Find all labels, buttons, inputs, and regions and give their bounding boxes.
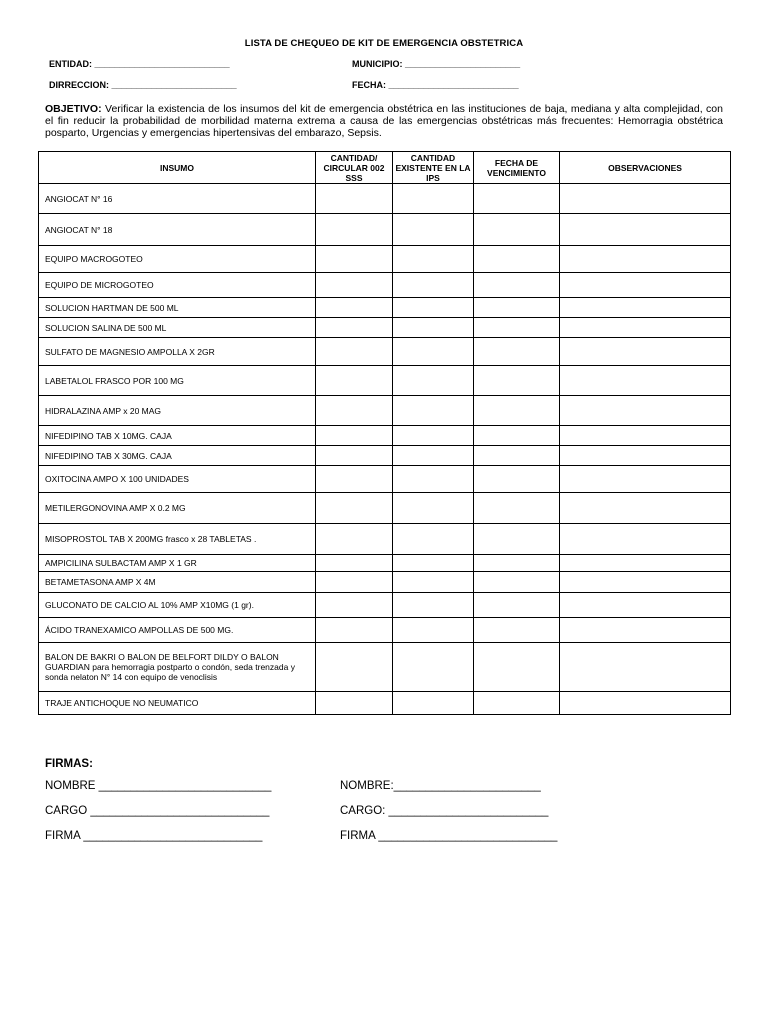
table-row: [39, 214, 731, 246]
observaciones-cell[interactable]: [560, 493, 731, 524]
fecha-vencimiento-cell[interactable]: [474, 643, 560, 692]
cantidad-circular-cell[interactable]: [316, 555, 393, 572]
table-row: [39, 273, 731, 298]
observaciones-cell[interactable]: [560, 318, 731, 338]
cantidad-circular-cell[interactable]: [316, 593, 393, 618]
cantidad-existente-cell[interactable]: [393, 643, 474, 692]
cantidad-existente-cell[interactable]: [393, 396, 474, 426]
fecha-vencimiento-cell[interactable]: [474, 214, 560, 246]
document-title: LISTA DE CHEQUEO DE KIT DE EMERGENCIA OBSTETRICA: [244, 38, 524, 49]
observaciones-cell[interactable]: [560, 396, 731, 426]
objective-label: OBJETIVO:: [45, 103, 102, 115]
observaciones-cell[interactable]: [560, 246, 731, 273]
objective-text: Verificar la existencia de los insumos del kit de emergencia obstétrica en las instituciones de baja, mediana y alta complejidad, con el fin reducir la probabilidad de morbilidad materna extrema a causa de las emergencias obstétricas más frecuentes: Hemorragia obstétrica posparto, Urgencias y emergencias hipertensivas del embarazo, Sepsis.: [45, 103, 723, 139]
observaciones-cell[interactable]: [560, 298, 731, 318]
cantidad-existente-cell[interactable]: [393, 318, 474, 338]
header-fecha-vencimiento: FECHA DE VENCIMIENTO: [474, 152, 560, 184]
cantidad-existente-cell[interactable]: [393, 618, 474, 643]
header-cantidad-circular: CANTIDAD/ CIRCULAR 002 SSS: [316, 152, 393, 184]
observaciones-cell[interactable]: [560, 338, 731, 366]
cantidad-existente-cell[interactable]: [393, 214, 474, 246]
insumo-cell: ANGIOCAT N° 18: [39, 214, 316, 246]
table-row: [39, 318, 731, 338]
insumo-cell: BALON DE BAKRI O BALON DE BELFORT DILDY O BALON GUARDIAN para hemorragia postparto o condón, seda trenzada y sonda nelaton N° 14 con equipo de venoclisis: [39, 643, 316, 692]
fecha-vencimiento-cell[interactable]: [474, 298, 560, 318]
table-row: [39, 338, 731, 366]
cantidad-existente-cell[interactable]: [393, 273, 474, 298]
table-row: [39, 446, 731, 466]
cantidad-existente-cell[interactable]: [393, 426, 474, 446]
signatures-title: FIRMAS:: [45, 758, 93, 770]
right-nombre-field[interactable]: NOMBRE:_______________________: [340, 780, 541, 792]
fecha-vencimiento-cell[interactable]: [474, 338, 560, 366]
insumo-cell: HIDRALAZINA AMP x 20 MAG: [39, 396, 316, 426]
table-row: [39, 366, 731, 396]
cantidad-circular-cell[interactable]: [316, 246, 393, 273]
cantidad-existente-cell[interactable]: [393, 593, 474, 618]
insumo-cell: ANGIOCAT N° 16: [39, 184, 316, 214]
header-observaciones: OBSERVACIONES: [560, 152, 731, 184]
objective-paragraph: [45, 103, 723, 139]
fecha-vencimiento-cell[interactable]: [474, 692, 560, 715]
cantidad-circular-cell[interactable]: [316, 298, 393, 318]
fecha-vencimiento-cell[interactable]: [474, 618, 560, 643]
municipio-field[interactable]: MUNICIPIO: _______________________: [352, 59, 521, 69]
cantidad-existente-cell[interactable]: [393, 366, 474, 396]
fecha-vencimiento-cell[interactable]: [474, 572, 560, 593]
insumo-cell: MISOPROSTOL TAB X 200MG frasco x 28 TABLETAS .: [39, 524, 316, 555]
cantidad-circular-cell[interactable]: [316, 572, 393, 593]
insumo-cell: NIFEDIPINO TAB X 30MG. CAJA: [39, 446, 316, 466]
observaciones-cell[interactable]: [560, 426, 731, 446]
insumo-cell: EQUIPO DE MICROGOTEO: [39, 273, 316, 298]
right-firma-field[interactable]: FIRMA ____________________________: [340, 830, 558, 842]
cantidad-circular-cell[interactable]: [316, 338, 393, 366]
cantidad-existente-cell[interactable]: [393, 572, 474, 593]
fecha-vencimiento-cell[interactable]: [474, 524, 560, 555]
observaciones-cell[interactable]: [560, 572, 731, 593]
table-row: [39, 692, 731, 715]
insumo-cell: TRAJE ANTICHOQUE NO NEUMATICO: [39, 692, 316, 715]
cantidad-circular-cell[interactable]: [316, 466, 393, 493]
fecha-vencimiento-cell[interactable]: [474, 446, 560, 466]
left-cargo-field[interactable]: CARGO ____________________________: [45, 805, 270, 817]
observaciones-cell[interactable]: [560, 466, 731, 493]
insumo-cell: GLUCONATO DE CALCIO AL 10% AMP X10MG (1 gr).: [39, 593, 316, 618]
insumo-cell: SOLUCION SALINA DE 500 ML: [39, 318, 316, 338]
table-row: [39, 466, 731, 493]
observaciones-cell[interactable]: [560, 366, 731, 396]
cantidad-circular-cell[interactable]: [316, 524, 393, 555]
fecha-vencimiento-cell[interactable]: [474, 366, 560, 396]
insumo-cell: BETAMETASONA AMP X 4M: [39, 572, 316, 593]
cantidad-existente-cell[interactable]: [393, 338, 474, 366]
cantidad-circular-cell[interactable]: [316, 318, 393, 338]
insumo-cell: EQUIPO MACROGOTEO: [39, 246, 316, 273]
fecha-vencimiento-cell[interactable]: [474, 184, 560, 214]
entidad-field[interactable]: ENTIDAD: ___________________________: [49, 59, 230, 69]
left-nombre-field[interactable]: NOMBRE ___________________________: [45, 780, 272, 792]
table-row: [39, 426, 731, 446]
cantidad-existente-cell[interactable]: [393, 184, 474, 214]
observaciones-cell[interactable]: [560, 692, 731, 715]
cantidad-existente-cell[interactable]: [393, 246, 474, 273]
table-row: [39, 555, 731, 572]
observaciones-cell[interactable]: [560, 184, 731, 214]
cantidad-circular-cell[interactable]: [316, 184, 393, 214]
insumo-cell: SOLUCION HARTMAN DE 500 ML: [39, 298, 316, 318]
insumo-cell: ÁCIDO TRANEXAMICO AMPOLLAS DE 500 MG.: [39, 618, 316, 643]
observaciones-cell[interactable]: [560, 214, 731, 246]
table-header-row: [39, 152, 731, 184]
direccion-field[interactable]: DIRRECCION: _________________________: [49, 80, 237, 90]
right-cargo-field[interactable]: CARGO: _________________________: [340, 805, 549, 817]
observaciones-cell[interactable]: [560, 593, 731, 618]
cantidad-existente-cell[interactable]: [393, 298, 474, 318]
cantidad-circular-cell[interactable]: [316, 366, 393, 396]
cantidad-circular-cell[interactable]: [316, 396, 393, 426]
fecha-vencimiento-cell[interactable]: [474, 246, 560, 273]
insumo-cell: OXITOCINA AMPO X 100 UNIDADES: [39, 466, 316, 493]
fecha-vencimiento-cell[interactable]: [474, 396, 560, 426]
fecha-vencimiento-cell[interactable]: [474, 426, 560, 446]
table-row: [39, 184, 731, 214]
table-row: [39, 643, 731, 692]
cantidad-existente-cell[interactable]: [393, 524, 474, 555]
cantidad-circular-cell[interactable]: [316, 273, 393, 298]
insumo-cell: METILERGONOVINA AMP X 0.2 MG: [39, 493, 316, 524]
cantidad-existente-cell[interactable]: [393, 692, 474, 715]
cantidad-circular-cell[interactable]: [316, 214, 393, 246]
observaciones-cell[interactable]: [560, 555, 731, 572]
fecha-vencimiento-cell[interactable]: [474, 318, 560, 338]
observaciones-cell[interactable]: [560, 273, 731, 298]
insumo-cell: SULFATO DE MAGNESIO AMPOLLA X 2GR: [39, 338, 316, 366]
observaciones-cell[interactable]: [560, 643, 731, 692]
left-firma-field[interactable]: FIRMA ____________________________: [45, 830, 263, 842]
insumo-cell: LABETALOL FRASCO POR 100 MG: [39, 366, 316, 396]
cantidad-circular-cell[interactable]: [316, 446, 393, 466]
table-row: [39, 618, 731, 643]
cantidad-circular-cell[interactable]: [316, 618, 393, 643]
observaciones-cell[interactable]: [560, 446, 731, 466]
cantidad-existente-cell[interactable]: [393, 555, 474, 572]
cantidad-circular-cell[interactable]: [316, 643, 393, 692]
insumo-cell: AMPICILINA SULBACTAM AMP X 1 GR: [39, 555, 316, 572]
insumo-cell: NIFEDIPINO TAB X 10MG. CAJA: [39, 426, 316, 446]
table-row: [39, 572, 731, 593]
table-row: [39, 298, 731, 318]
cantidad-existente-cell[interactable]: [393, 446, 474, 466]
table-row: [39, 524, 731, 555]
fecha-vencimiento-cell[interactable]: [474, 273, 560, 298]
table-row: [39, 246, 731, 273]
table-row: [39, 493, 731, 524]
cantidad-circular-cell[interactable]: [316, 493, 393, 524]
checklist-table: [38, 151, 731, 715]
cantidad-circular-cell[interactable]: [316, 426, 393, 446]
fecha-vencimiento-cell[interactable]: [474, 493, 560, 524]
cantidad-existente-cell[interactable]: [393, 466, 474, 493]
header-insumo: INSUMO: [39, 152, 316, 184]
fecha-vencimiento-cell[interactable]: [474, 466, 560, 493]
fecha-vencimiento-cell[interactable]: [474, 593, 560, 618]
header-cantidad-existente: CANTIDAD EXISTENTE EN LA IPS: [393, 152, 474, 184]
observaciones-cell[interactable]: [560, 618, 731, 643]
fecha-field[interactable]: FECHA: __________________________: [352, 80, 519, 90]
table-row: [39, 593, 731, 618]
cantidad-circular-cell[interactable]: [316, 692, 393, 715]
fecha-vencimiento-cell[interactable]: [474, 555, 560, 572]
table-row: [39, 396, 731, 426]
observaciones-cell[interactable]: [560, 524, 731, 555]
cantidad-existente-cell[interactable]: [393, 493, 474, 524]
